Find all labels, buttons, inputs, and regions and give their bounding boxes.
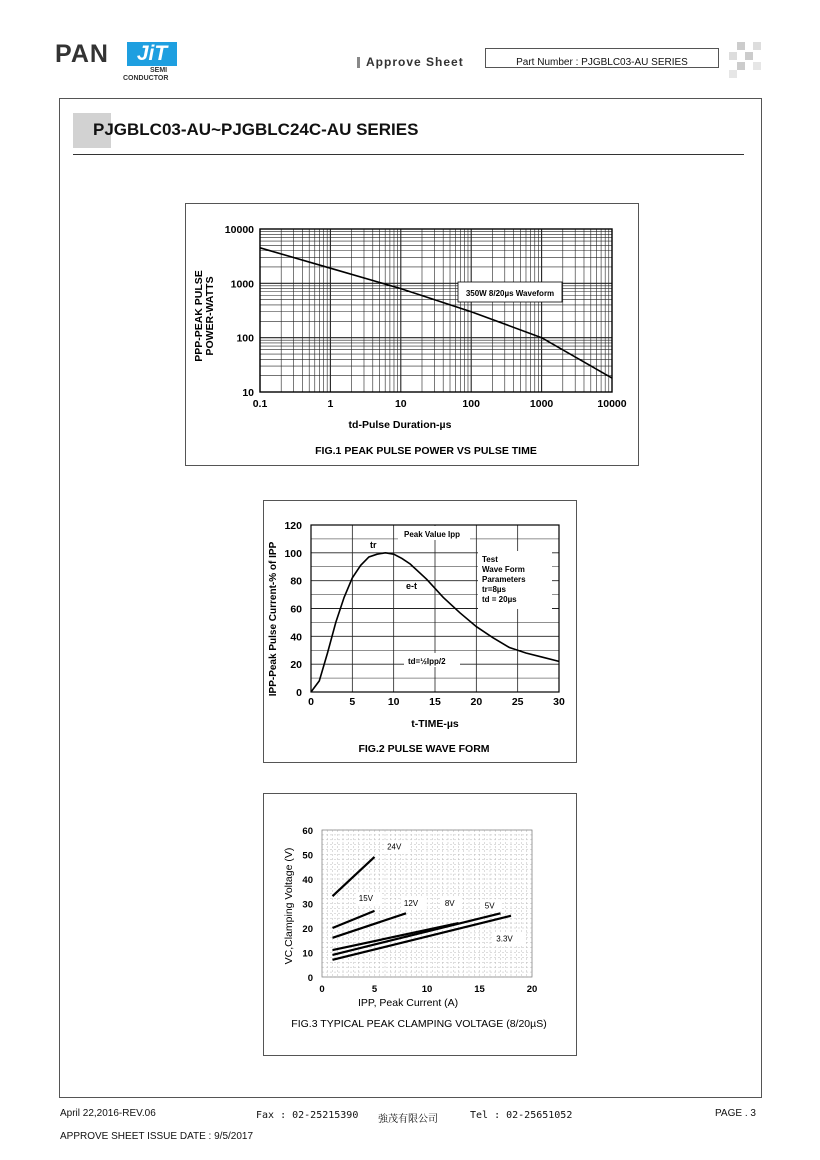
fig3-xtick: 15 bbox=[474, 984, 485, 995]
footer-fax: Fax : 02-25215390 bbox=[256, 1110, 359, 1121]
logo-semi-text: SEMI bbox=[150, 67, 168, 74]
fig3-ytick: 10 bbox=[302, 948, 313, 960]
fig3-series-label: 5V bbox=[484, 901, 495, 911]
fig3-ytick: 50 bbox=[302, 850, 313, 862]
fig2-tr-label: tr bbox=[370, 540, 377, 550]
fig3-series-label: 15V bbox=[358, 894, 373, 904]
figure-2-chart bbox=[264, 501, 576, 762]
fig2-decay-label: e-t bbox=[406, 581, 417, 591]
fig2-xtick: 20 bbox=[470, 696, 483, 708]
figure-1-box bbox=[185, 203, 639, 466]
fig3-caption: FIG.3 TYPICAL PEAK CLAMPING VOLTAGE (8/20µS) bbox=[291, 1018, 547, 1030]
part-number-box bbox=[485, 48, 719, 68]
fig2-xtick: 15 bbox=[429, 696, 441, 708]
fig3-xtick: 5 bbox=[371, 984, 378, 995]
fig2-ytick: 0 bbox=[296, 687, 302, 699]
fig3-ytick: 40 bbox=[302, 875, 313, 886]
fig2-xtick: 30 bbox=[553, 696, 565, 708]
part-number-text: Part Number : PJGBLC03-AU SERIES bbox=[516, 57, 688, 68]
fig1-ytick: 10000 bbox=[224, 224, 254, 236]
logo-pan-text: PAN bbox=[55, 40, 109, 68]
fig1-xtick: 1000 bbox=[529, 398, 554, 410]
footer-company: 強茂有限公司 bbox=[378, 1114, 438, 1125]
fig2-ytick: 20 bbox=[290, 659, 302, 672]
fig2-xtick: 0 bbox=[308, 696, 314, 708]
fig2-test-param: tr=8µs bbox=[482, 585, 506, 594]
fig1-plot-border bbox=[260, 229, 612, 392]
footer-page-number: PAGE . 3 bbox=[715, 1108, 756, 1119]
fig3-series-label: 24V bbox=[387, 842, 402, 852]
fig1-caption: FIG.1 PEAK PULSE POWER VS PULSE TIME bbox=[315, 445, 537, 457]
fig1-xtick: 1 bbox=[327, 398, 334, 410]
footer-tel: Tel : 02-25651052 bbox=[470, 1110, 573, 1121]
fig1-xlabel: td-Pulse Duration-µs bbox=[348, 419, 452, 431]
fig2-xtick: 25 bbox=[511, 696, 524, 708]
fig1-xtick: 100 bbox=[462, 398, 480, 410]
fig2-ytick: 60 bbox=[290, 603, 302, 616]
footer-issue-date: APPROVE SHEET ISSUE DATE : 9/5/2017 bbox=[60, 1131, 254, 1142]
footer-date-revision: April 22,2016-REV.06 bbox=[60, 1108, 156, 1119]
fig2-xtick: 10 bbox=[387, 696, 400, 708]
fig3-xtick: 10 bbox=[421, 984, 433, 995]
fig3-ytick: 20 bbox=[302, 924, 313, 935]
fig3-xtick: 20 bbox=[526, 984, 538, 995]
fig3-series-label: 8V bbox=[444, 898, 455, 908]
fig2-test-param: Wave Form bbox=[482, 565, 525, 574]
fig1-xtick: 0.1 bbox=[252, 398, 268, 410]
figure-3-chart bbox=[264, 794, 576, 1055]
approve-sheet-marker bbox=[357, 57, 360, 68]
document-title: PJGBLC03-AU~PJGBLC24C-AU SERIES bbox=[93, 120, 419, 139]
fig3-series-label: 3.3V bbox=[496, 934, 513, 944]
fig1-ytick: 10 bbox=[242, 387, 254, 399]
figure-1-chart bbox=[186, 204, 638, 465]
fig2-test-param: Parameters bbox=[482, 575, 526, 584]
logo-jit-text: JiT bbox=[127, 42, 177, 66]
fig3-ytick: 60 bbox=[302, 826, 313, 837]
fig1-ylabel-line1: PPP-PEAK PULSE bbox=[193, 270, 205, 362]
fig1-series-line bbox=[260, 248, 612, 378]
fig2-ytick: 80 bbox=[290, 575, 302, 588]
fig3-ytick: 30 bbox=[302, 899, 313, 911]
fig1-ytick: 100 bbox=[236, 332, 254, 345]
logo-conductor-text: CONDUCTOR bbox=[123, 75, 169, 82]
figure-2-box bbox=[263, 500, 577, 763]
fig3-series-label: 12V bbox=[403, 898, 419, 908]
fig2-ytick: 40 bbox=[290, 631, 302, 644]
fig1-xtick: 10000 bbox=[597, 398, 627, 410]
fig2-xtick: 5 bbox=[349, 696, 356, 708]
title-divider bbox=[73, 154, 744, 155]
figure-3-box bbox=[263, 793, 577, 1056]
fig2-ytick: 120 bbox=[284, 520, 302, 532]
checker-decoration-icon bbox=[725, 42, 765, 78]
fig2-ytick: 100 bbox=[284, 547, 302, 560]
fig2-test-param: td = 20µs bbox=[482, 595, 517, 604]
fig2-ylabel: IPP-Peak Pulse Current-% of IPP bbox=[268, 541, 279, 697]
fig2-td-label: td=½Ipp/2 bbox=[408, 657, 446, 666]
fig1-grid bbox=[260, 229, 612, 392]
fig2-peak-label: Peak Value Ipp bbox=[404, 530, 461, 539]
approve-sheet-label: Approve Sheet bbox=[366, 55, 464, 69]
fig3-ytick: 0 bbox=[307, 973, 313, 984]
fig2-test-param: Test bbox=[482, 555, 498, 564]
fig1-annotation: 350W 8/20µs Waveform bbox=[465, 289, 555, 298]
fig2-caption: FIG.2 PULSE WAVE FORM bbox=[358, 743, 490, 755]
fig1-xtick: 10 bbox=[394, 398, 407, 410]
fig3-xtick: 0 bbox=[319, 984, 325, 995]
panjit-logo bbox=[55, 40, 180, 86]
fig1-ylabel-line2: POWER-WATTS bbox=[204, 276, 216, 356]
fig3-xlabel: IPP, Peak Current (A) bbox=[358, 997, 459, 1009]
fig3-ylabel: VC,Clamping Voltage (V) bbox=[283, 847, 295, 965]
fig2-xlabel: t-TIME-µs bbox=[411, 718, 459, 730]
fig1-ytick: 1000 bbox=[230, 278, 254, 291]
